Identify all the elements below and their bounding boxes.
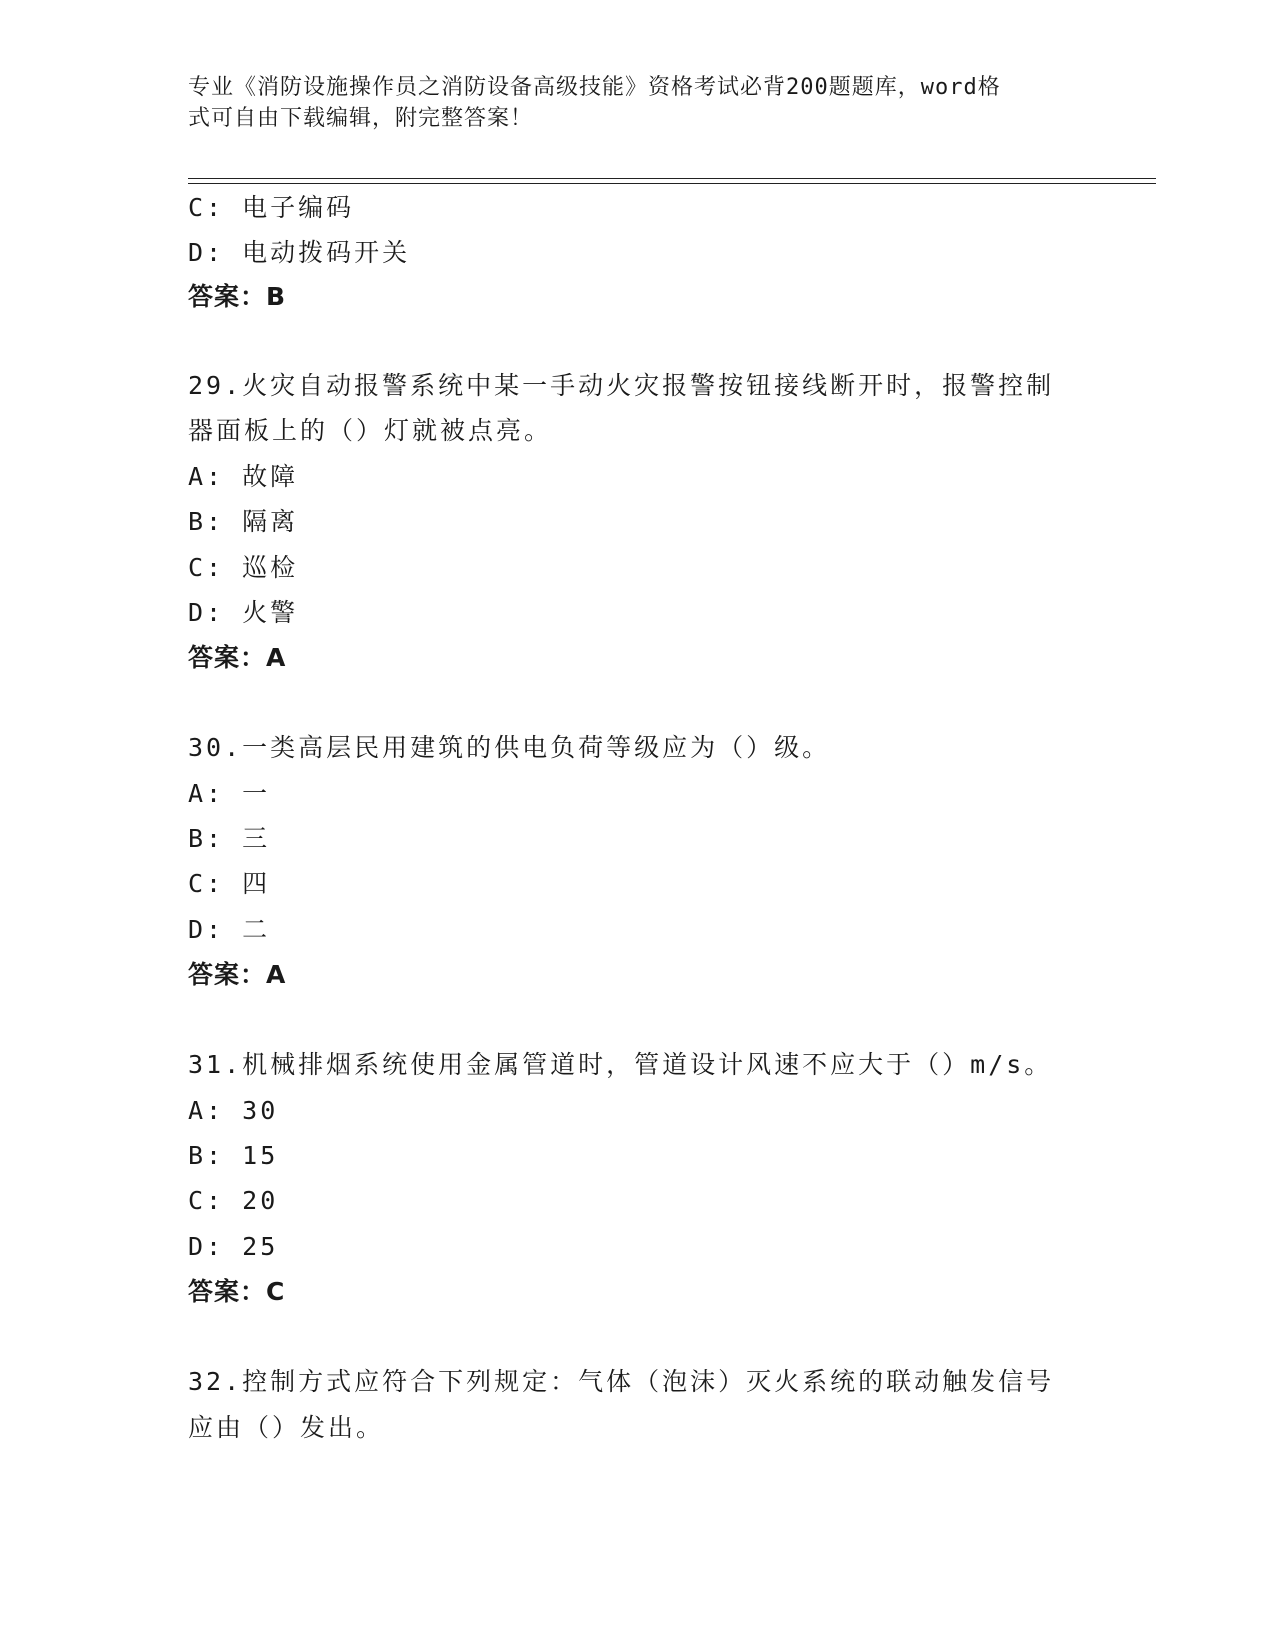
document-header (188, 72, 1068, 134)
prev-option-c: C: 电子编码 (188, 193, 355, 222)
header-line-1: 专业《消防设施操作员之消防设备高级技能》资格考试必背200题题库，word格 (188, 75, 1001, 100)
q30-option-c: C: 四 (188, 869, 271, 898)
q29-option-c: C: 巡检 (188, 553, 299, 582)
q30-answer: 答案：A (188, 960, 287, 989)
q32-stem-line-1: 32.控制方式应符合下列规定：气体（泡沫）灭火系统的联动触发信号 (188, 1367, 1055, 1396)
q29-stem-line-1: 29.火灾自动报警系统中某一手动火灾报警按钮接线断开时，报警控制 (188, 371, 1055, 400)
q31-option-a: A: 30 (188, 1096, 279, 1125)
q30-option-b: B: 三 (188, 824, 271, 853)
header-divider-bottom (188, 183, 1156, 184)
q29-option-d: D: 火警 (188, 598, 299, 627)
q29-answer: 答案：A (188, 643, 287, 672)
q30-stem-line-1: 30.一类高层民用建筑的供电负荷等级应为（）级。 (188, 733, 831, 762)
q29-stem-line-2: 器面板上的（）灯就被点亮。 (188, 416, 553, 445)
q31-option-b: B: 15 (188, 1141, 279, 1170)
q31-option-c: C: 20 (188, 1186, 279, 1215)
prev-answer: 答案：B (188, 282, 287, 311)
q30-option-a: A: 一 (188, 779, 271, 808)
q31-answer: 答案：C (188, 1277, 286, 1306)
header-divider-top (188, 178, 1156, 179)
header-line-2: 式可自由下载编辑，附完整答案！ (188, 106, 534, 131)
prev-option-d: D: 电动拨码开关 (188, 238, 411, 267)
q29-option-b: B: 隔离 (188, 507, 299, 536)
q32-stem-line-2: 应由（）发出。 (188, 1413, 385, 1442)
q31-stem-line-1: 31.机械排烟系统使用金属管道时，管道设计风速不应大于（）m/s。 (188, 1050, 1053, 1079)
q29-option-a: A: 故障 (188, 462, 299, 491)
q30-option-d: D: 二 (188, 915, 271, 944)
q31-option-d: D: 25 (188, 1232, 279, 1261)
